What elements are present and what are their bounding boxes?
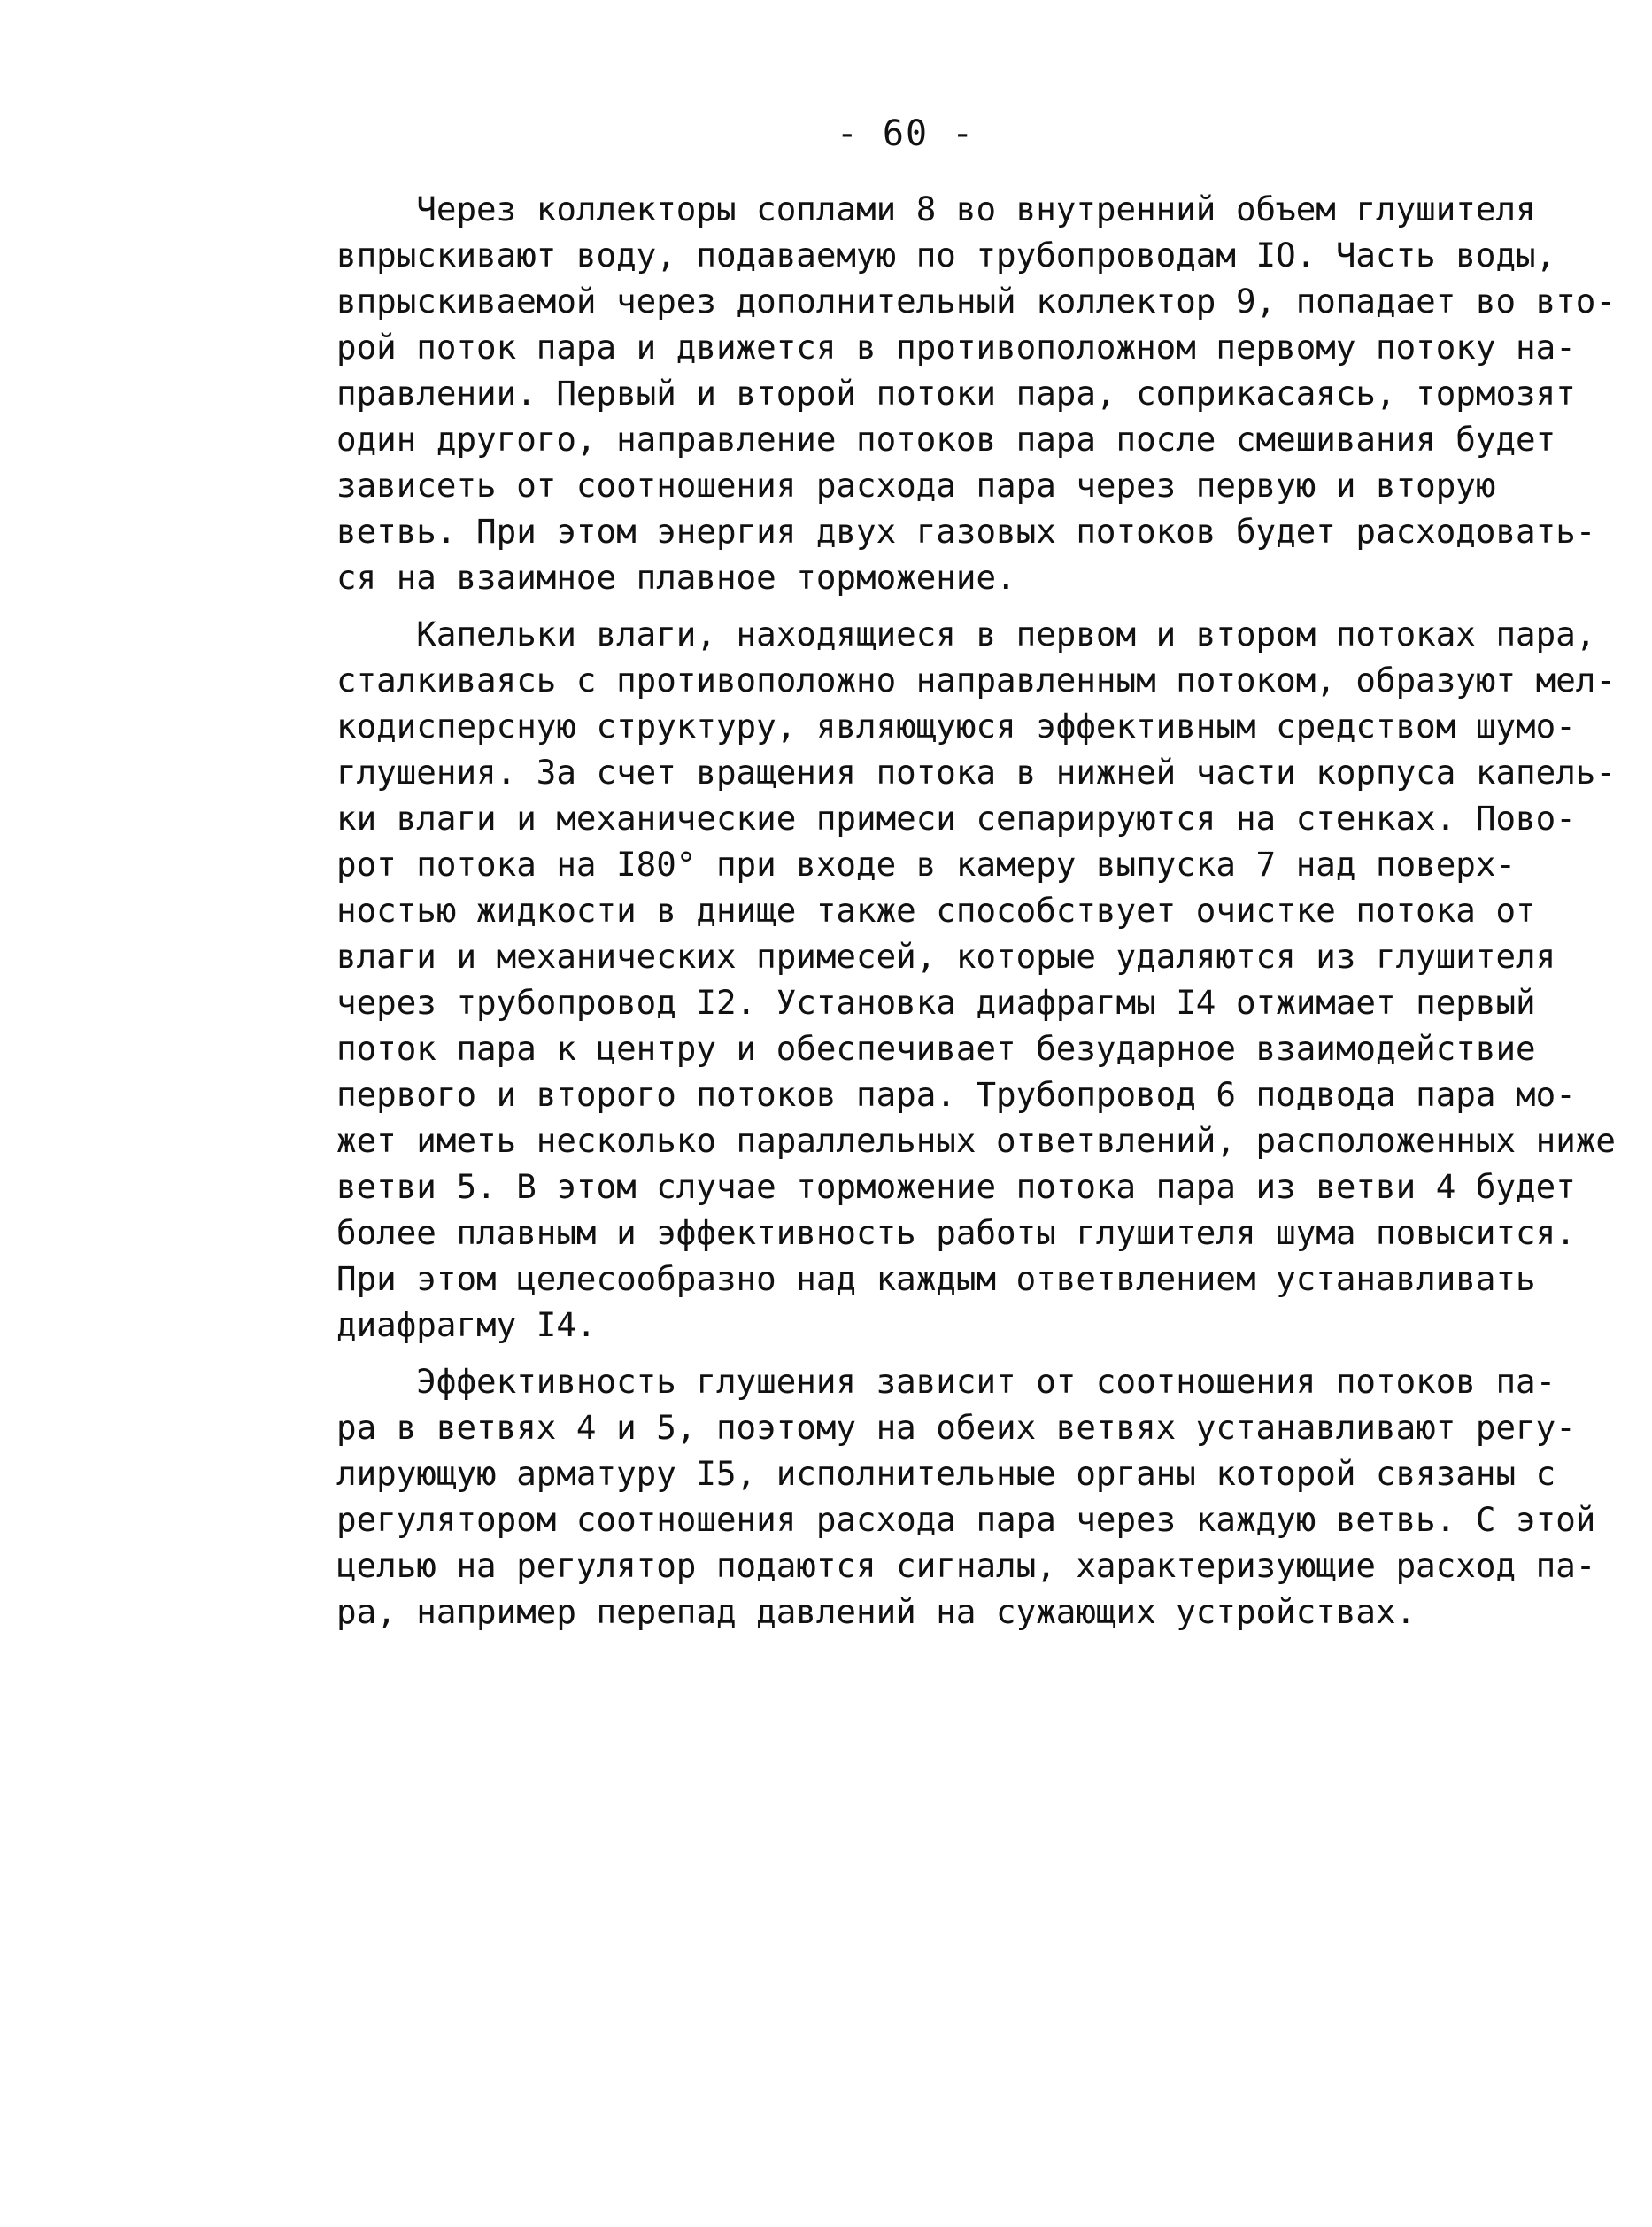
text-line: Эффективность глушения зависит от соотношения потоков па- [336,1362,1556,1401]
text-line: через трубопровод I2. Установка диафрагмы I4 отжимает первый [336,983,1536,1022]
text-line: влаги и механических примесей, которые удаляются из глушителя [336,937,1556,976]
text-line: диафрагму I4. [336,1305,597,1344]
page-number: - 60 - [836,113,976,154]
text-line: правлении. Первый и второй потоки пара, соприкасаясь, тормозят [336,374,1576,413]
text-line: первого и второго потоков пара. Трубопровод 6 подвода пара мо- [336,1075,1576,1114]
text-line: жет иметь несколько параллельных ответвлений, расположенных ниже [336,1121,1616,1160]
text-line: ра в ветвях 4 и 5, поэтому на обеих ветвях устанавливают регу- [336,1408,1576,1447]
body-text [336,186,1616,1635]
text-line: ра, например перепад давлений на сужающих устройствах. [336,1592,1417,1631]
text-line: ветви 5. В этом случае торможение потока пара из ветви 4 будет [336,1167,1576,1206]
text-line: рот потока на I80° при входе в камеру выпуска 7 над поверх- [336,845,1517,884]
text-line: рой поток пара и движется в противоположном первому потоку на- [336,328,1576,367]
text-line: впрыскивают воду, подаваемую по трубопроводам IO. Часть воды, [336,236,1556,275]
paragraph-gap [336,600,1505,611]
text-line: более плавным и эффективность работы глушителя шума повысится. [336,1213,1576,1252]
text-line: При этом целесообразно над каждым ответвлением устанавливать [336,1259,1536,1298]
text-line: кодисперсную структуру, являющуюся эффективным средством шумо- [336,707,1576,746]
text-line: ностью жидкости в днище также способствует очистке потока от [336,891,1536,930]
text-line: ся на взаимное плавное торможение. [336,558,1016,597]
text-line: ветвь. При этом энергия двух газовых потоков будет расходовать- [336,512,1596,551]
text-line: ки влаги и механические примеси сепарируются на стенках. Пово- [336,799,1576,838]
text-line: Капельки влаги, находящиеся в первом и втором потоках пара, [336,615,1596,653]
text-line: целью на регулятор подаются сигналы, характеризующие расход па- [336,1546,1596,1585]
paragraph-gap [336,1348,1505,1358]
paragraph-1 [336,186,1616,600]
text-line: один другого, направление потоков пара после смешивания будет [336,420,1556,459]
text-line: лирующую арматуру I5, исполнительные органы которой связаны с [336,1454,1556,1493]
text-line: Через коллекторы соплами 8 во внутренний объем глушителя [336,189,1536,228]
text-line: впрыскиваемой через дополнительный коллектор 9, попадает во вто- [336,282,1616,321]
text-line: зависеть от соотношения расхода пара через первую и вторую [336,466,1496,505]
text-line: регулятором соотношения расхода пара через каждую ветвь. С этой [336,1500,1596,1539]
paragraph-3 [336,1358,1596,1635]
text-line: сталкиваясь с противоположно направленным потоком, образуют мел- [336,661,1616,700]
text-line: поток пара к центру и обеспечивает безударное взаимодействие [336,1029,1536,1068]
text-line: глушения. За счет вращения потока в нижней части корпуса капель- [336,753,1616,792]
paragraph-2 [336,611,1616,1348]
